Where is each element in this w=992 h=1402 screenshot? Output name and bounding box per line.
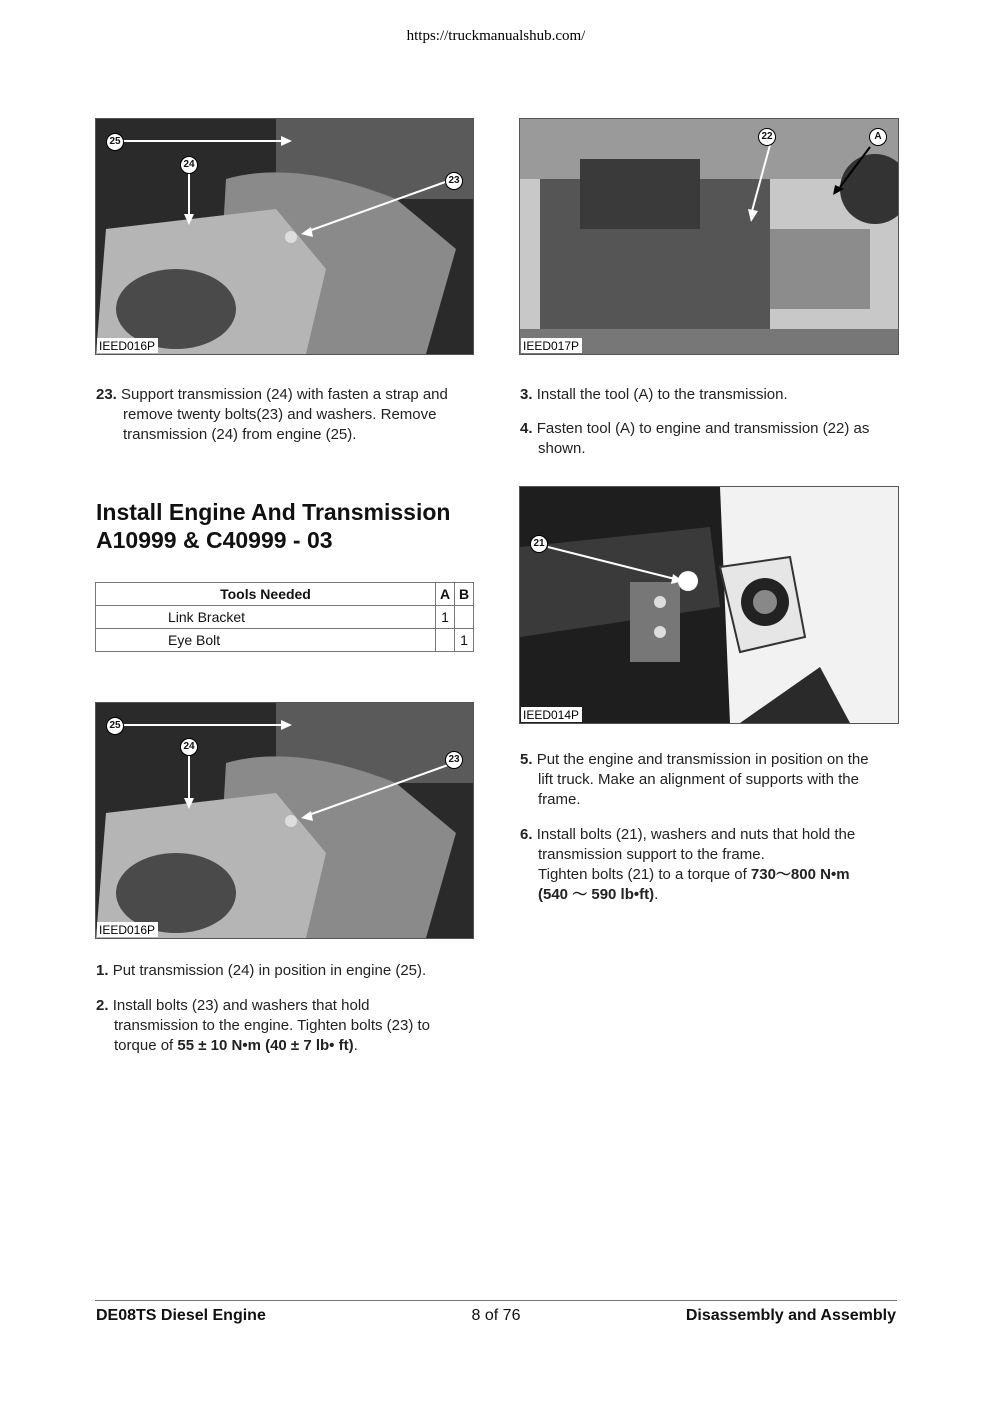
figure-transmission-install — [95, 702, 474, 939]
step-number: 23. — [96, 386, 117, 403]
step-text: Put the engine and transmission in position on the — [536, 751, 869, 768]
engine-photo — [96, 119, 473, 354]
step-6 — [520, 825, 900, 905]
callout-21: 21 — [530, 535, 548, 553]
tool-qty-b — [455, 606, 474, 629]
footer-page-number: 8 of 76 — [471, 1307, 521, 1324]
step-number: 3. — [520, 386, 533, 403]
callout-25: 25 — [106, 133, 124, 151]
torque-value: 730～800 N•m — [750, 866, 850, 883]
heading-line-2: A10999 & C40999 - 03 — [96, 527, 333, 553]
callout-24: 24 — [180, 156, 198, 174]
step-text: lift truck. Make an alignment of supports with the — [538, 771, 859, 788]
figure-caption: IEED016P — [97, 922, 158, 937]
callout-23: 23 — [445, 172, 463, 190]
step-2 — [96, 996, 476, 1056]
table-row — [96, 629, 474, 652]
step-number: 2. — [96, 997, 109, 1014]
step-text: . — [654, 886, 659, 903]
step-text: Support transmission (24) with fasten a strap and — [121, 386, 448, 403]
footer-section-title: Disassembly and Assembly — [685, 1307, 896, 1324]
callout-23: 23 — [445, 751, 463, 769]
callout-22: 22 — [758, 128, 776, 146]
step-5 — [520, 750, 900, 810]
tool-qty-a: 1 — [436, 606, 455, 629]
table-header-row — [96, 583, 474, 606]
figure-caption: IEED016P — [97, 338, 158, 353]
step-1 — [96, 961, 476, 981]
figure-transmission-removal — [95, 118, 474, 355]
step-number: 6. — [520, 826, 533, 843]
footer-manual-title: DE08TS Diesel Engine — [96, 1307, 266, 1324]
step-number: 5. — [520, 751, 533, 768]
step-text: Put transmission (24) in position in engine (25). — [112, 962, 427, 979]
step-text: Install bolts (21), washers and nuts that hold the — [536, 826, 856, 843]
engine-photo — [96, 703, 473, 938]
step-text: Install bolts (23) and washers that hold — [112, 997, 370, 1014]
step-text: torque of — [114, 1037, 178, 1054]
step-text: Tighten bolts (21) to a torque of — [538, 866, 751, 883]
table-row — [96, 606, 474, 629]
figure-engine-lift — [519, 118, 899, 355]
step-number: 1. — [96, 962, 109, 979]
step-number: 4. — [520, 420, 533, 437]
tools-needed-table — [95, 582, 474, 652]
heading-line-1: Install Engine And Transmission — [96, 499, 451, 525]
header-tools-needed: Tools Needed — [96, 583, 436, 606]
tool-qty-a — [436, 629, 455, 652]
tool-name: Eye Bolt — [96, 629, 436, 652]
torque-value: 55 ± 10 N•m (40 ± 7 lb• ft) — [177, 1037, 354, 1054]
section-heading — [96, 498, 450, 554]
figure-caption: IEED017P — [521, 338, 582, 353]
callout-25: 25 — [106, 717, 124, 735]
step-text: transmission to the engine. Tighten bolts (23) to — [114, 1017, 431, 1034]
step-text: transmission (24) from engine (25). — [123, 426, 357, 443]
torque-value-imperial: (540 ～ 590 lb•ft) — [538, 886, 655, 903]
header-b: B — [455, 583, 474, 606]
figure-caption: IEED014P — [521, 707, 582, 722]
step-text: transmission support to the frame. — [538, 846, 765, 863]
step-4 — [520, 419, 900, 459]
figure-transmission-support — [519, 486, 899, 724]
support-bracket-photo — [520, 487, 898, 723]
callout-a: A — [869, 128, 887, 146]
engine-lift-photo — [520, 119, 898, 354]
step-text: frame. — [538, 791, 581, 808]
step-23 — [96, 385, 476, 445]
step-3 — [520, 385, 900, 405]
header-a: A — [436, 583, 455, 606]
tool-name: Link Bracket — [96, 606, 436, 629]
footer-divider — [95, 1300, 897, 1301]
step-text: remove twenty bolts(23) and washers. Remove — [123, 406, 437, 423]
step-text: shown. — [538, 440, 586, 457]
callout-24: 24 — [180, 738, 198, 756]
tool-qty-b: 1 — [455, 629, 474, 652]
step-text: Fasten tool (A) to engine and transmission (22) as — [536, 420, 870, 437]
step-text: . — [353, 1037, 358, 1054]
source-url[interactable]: https://truckmanualshub.com/ — [406, 28, 586, 44]
step-text: Install the tool (A) to the transmission. — [536, 386, 788, 403]
